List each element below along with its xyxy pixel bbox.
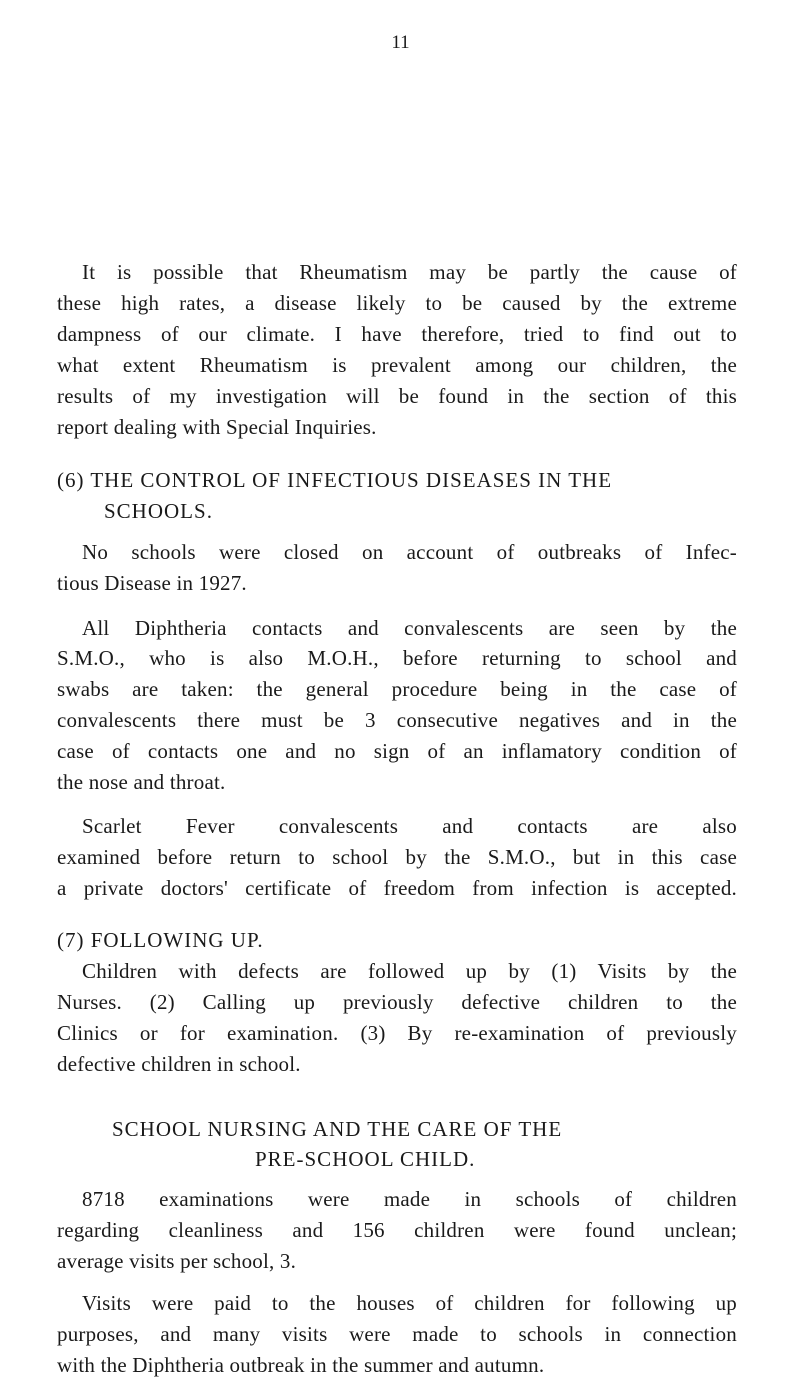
text-line: Children with defects are followed up by (1) Visits by the bbox=[82, 959, 737, 983]
text-line: purposes, and many visits were made to schools in connection bbox=[57, 1322, 737, 1346]
text-line: It is possible that Rheumatism may be partly the cause of bbox=[82, 260, 737, 284]
text-line: Visits were paid to the houses of children for following up bbox=[82, 1291, 737, 1315]
text-line: a private doctors' certificate of freedom from infection is accepted. bbox=[57, 876, 737, 900]
text-line: average visits per school, 3. bbox=[57, 1249, 297, 1273]
text-line: swabs are taken: the general procedure being in the case of bbox=[57, 677, 737, 701]
section-heading: (7) FOLLOWING UP. bbox=[57, 928, 264, 952]
text-line: tious Disease in 1927. bbox=[57, 571, 247, 595]
text-line: regarding cleanliness and 156 children were found unclean; bbox=[57, 1218, 737, 1242]
text-line: with the Diphtheria outbreak in the summer and autumn. bbox=[57, 1353, 545, 1377]
text-line: All Diphtheria contacts and convalescents are seen by the bbox=[82, 616, 737, 640]
text-line: what extent Rheumatism is prevalent among our children, the bbox=[57, 353, 737, 377]
text-line: defective children in school. bbox=[57, 1052, 301, 1076]
text-line: S.M.O., who is also M.O.H., before returning to school and bbox=[57, 646, 737, 670]
text-line: these high rates, a disease likely to be caused by the extreme bbox=[57, 291, 737, 315]
text-line: dampness of our climate. I have therefore, tried to find out to bbox=[57, 322, 737, 346]
text-line: case of contacts one and no sign of an inflamatory condition of bbox=[57, 739, 737, 763]
text-line: No schools were closed on account of outbreaks of Infec- bbox=[82, 540, 737, 564]
text-line: 8718 examinations were made in schools of children bbox=[82, 1187, 737, 1211]
text-line: Nurses. (2) Calling up previously defective children to the bbox=[57, 990, 737, 1014]
text-line: report dealing with Special Inquiries. bbox=[57, 415, 377, 439]
text-line: Clinics or for examination. (3) By re-examination of previously bbox=[57, 1021, 737, 1045]
text-line: Scarlet Fever convalescents and contacts are also bbox=[82, 814, 737, 838]
section-heading: SCHOOL NURSING AND THE CARE OF THE bbox=[112, 1117, 563, 1141]
text-line: convalescents there must be 3 consecutive negatives and in the bbox=[57, 708, 737, 732]
text-line: the nose and throat. bbox=[57, 770, 226, 794]
text-line: results of my investigation will be found in the section of this bbox=[57, 384, 737, 408]
section-heading: (6) THE CONTROL OF INFECTIOUS DISEASES IN THE bbox=[57, 468, 613, 492]
section-heading: SCHOOLS. bbox=[104, 499, 213, 523]
text-line: examined before return to school by the S.M.O., but in this case bbox=[57, 845, 737, 869]
section-heading: PRE-SCHOOL CHILD. bbox=[255, 1147, 476, 1171]
page-number: 11 bbox=[391, 32, 410, 53]
